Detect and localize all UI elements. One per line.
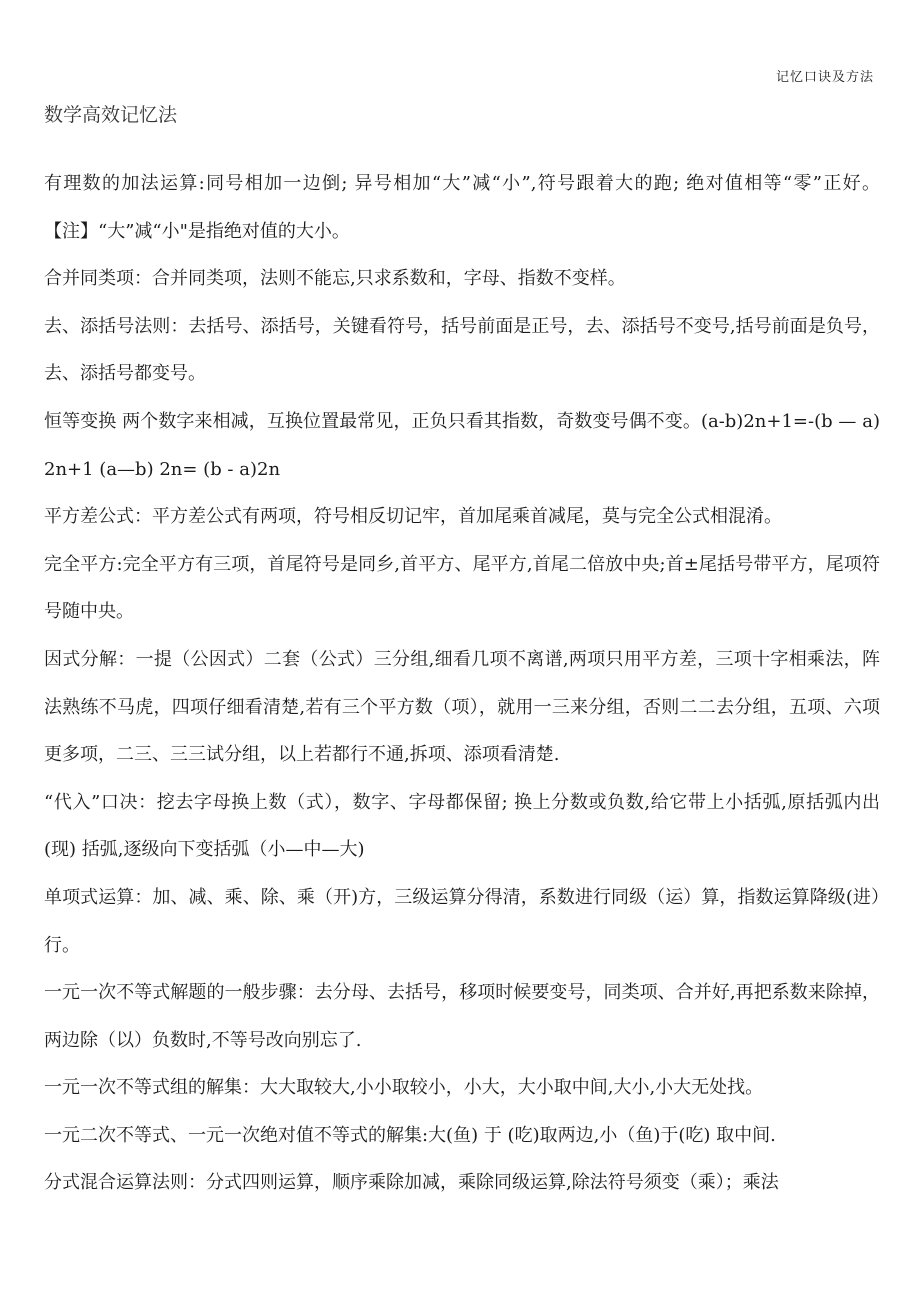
- paragraph: 一元一次不等式组的解集：大大取较大,小小取较小，小大，大小取中间,大小,小大无处找。: [44, 1077, 764, 1099]
- paragraph: 因式分解：一提（公因式）二套（公式）三分组,细看几项不离谱,两项只用平方差，三项十字相乘法，阵法熟练不马虎，四项仔细看清楚,若有三个平方数（项），就用一三来分组，否则二二去分组，五项、六项更多项，二三、三三试分组，以上若都行不通,拆项、添项看清楚.: [44, 648, 880, 766]
- paragraph: 恒等变换 两个数字来相减，互换位置最常见，正负只看其指数，奇数变号偶不变。(a-b)2n+1=-(b — a) 2n+1 (a—b) 2n= (b - a)2n: [44, 410, 880, 480]
- page-header: 记忆口诀及方法: [775, 70, 874, 85]
- document-title: 数学高效记忆法: [44, 104, 178, 126]
- paragraph: 分式混合运算法则：分式四则运算，顺序乘除加减，乘除同级运算,除法符号须变（乘）；乘法: [44, 1172, 779, 1194]
- paragraph: 完全平方:完全平方有三项，首尾符号是同乡,首平方、尾平方,首尾二倍放中央;首±尾括号带平方，尾项符号随中央。: [44, 553, 880, 623]
- paragraph: 有理数的加法运算:同号相加一边倒; 异号相加“大”减“小”,符号跟着大的跑; 绝对值相等“零”正好。【注】“大”减“小"是指绝对值的大小。: [44, 173, 880, 242]
- paragraph: 合并同类项：合并同类项，法则不能忘,只求系数和，字母、指数不变样。: [44, 268, 626, 290]
- paragraph: “代入”口决：挖去字母换上数（式），数字、字母都保留; 换上分数或负数,给它带上小括弧,原括弧内出(现) 括弧,逐级向下变括弧（小—中—大): [44, 791, 880, 861]
- paragraph: 去、添括号法则：去括号、添括号，关键看符号，括号前面是正号，去、添括号不变号,括号前面是负号，去、添括号都变号。: [44, 315, 880, 385]
- paragraph: 一元一次不等式解题的一般步骤：去分母、去括号，移项时候要变号，同类项、合并好,再把系数来除掉，两边除（以）负数时,不等号改向别忘了.: [44, 982, 880, 1051]
- paragraph: 一元二次不等式、一元一次绝对值不等式的解集:大(鱼) 于 (吃)取两边,小（鱼)于(吃) 取中间.: [44, 1124, 776, 1146]
- paragraph: 单项式运算：加、减、乘、除、乘（开)方，三级运算分得清，系数进行同级（运）算，指数运算降级(进）行。: [44, 886, 880, 956]
- document-body: [44, 160, 880, 1207]
- paragraph: 平方差公式：平方差公式有两项，符号相反切记牢，首加尾乘首减尾，莫与完全公式相混淆。: [44, 506, 782, 528]
